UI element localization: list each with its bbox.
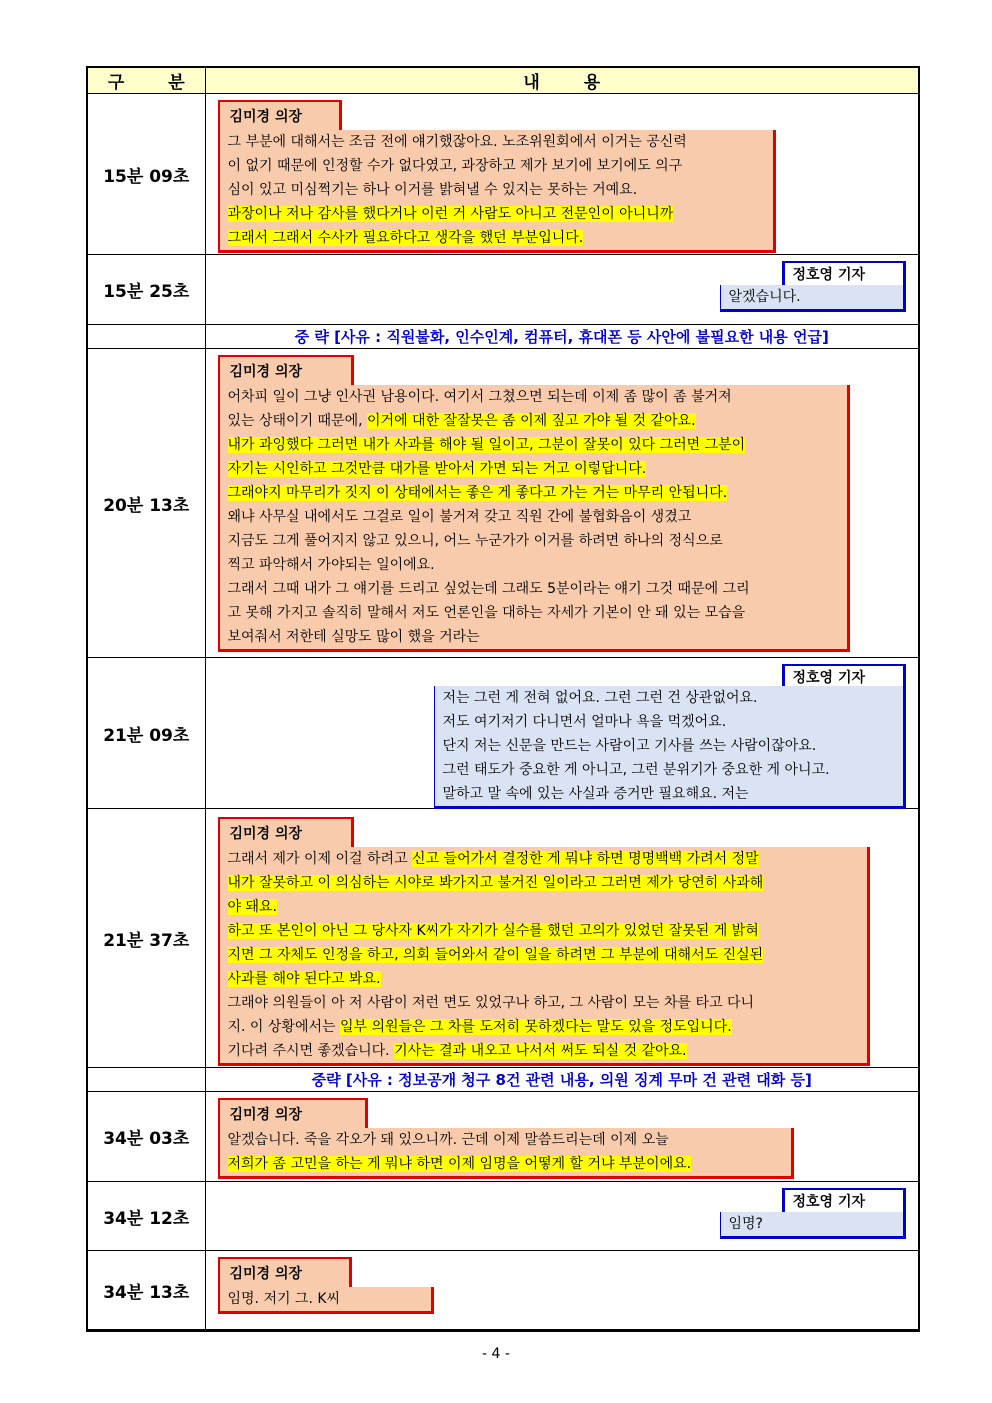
highlighted-text: 그래야지 마무리가 짓지 이 상태에서는 좋은 게 좋다고 가는 거는 마무리 안됩니다. xyxy=(227,485,728,501)
page-number: - 4 - xyxy=(482,1346,510,1362)
speech-line xyxy=(228,385,839,409)
content-cell xyxy=(205,1182,919,1251)
speaker-label-kim: 김미경 의장 xyxy=(218,1098,368,1128)
jung-speech xyxy=(720,1212,906,1239)
speech-line xyxy=(228,1128,783,1152)
speech-line xyxy=(228,178,765,202)
timestamp: 21분 37초 xyxy=(87,809,205,1068)
speech-line xyxy=(228,1152,783,1176)
speech-line xyxy=(228,409,839,433)
speech-text: 그래서 그때 내가 그 얘기를 드리고 싶었는데 그래도 5분이라는 얘기 그것 때문에 그리 xyxy=(227,581,750,597)
kim-speech xyxy=(218,385,850,652)
speech-line xyxy=(228,202,765,226)
speech-text: 그래야 의원들이 아 저 사람이 저런 면도 있었구나 하고, 그 사람이 모는 차를 타고 다니 xyxy=(227,995,755,1011)
speech-line xyxy=(228,967,859,991)
speech-line xyxy=(228,601,839,625)
speech-line xyxy=(228,130,765,154)
speech-line xyxy=(228,895,859,919)
speaker-label-jung: 정호영 기자 xyxy=(782,261,906,287)
table-row xyxy=(87,94,919,255)
speech-text: 그 부분에 대해서는 조금 전에 얘기했잖아요. 노조위원회에서 이거는 공신력 xyxy=(227,134,687,150)
highlighted-text: 일부 의원들은 그 차를 도저히 못하겠다는 말도 있을 정도입니다. xyxy=(339,1019,732,1035)
omission-row xyxy=(87,1068,919,1092)
speech-text: 찍고 파악해서 가야되는 일이에요. xyxy=(227,557,435,573)
highlighted-text: 내가 잘못하고 이 의심하는 시야로 봐가지고 불거진 일이라고 그러면 제가 당연히 사과해 xyxy=(227,875,764,891)
speech-text: 지금도 그게 풀어지지 않고 있으니, 어느 누군가가 이거를 하려면 하나의 정식으로 xyxy=(227,533,723,549)
table-row xyxy=(87,1251,919,1331)
omission-note: 중략 [사유 : 정보공개 청구 8건 관련 내용, 의원 징계 무마 건 관련 대화 등] xyxy=(205,1068,919,1092)
highlighted-text: 사과를 해야 된다고 봐요. xyxy=(227,971,381,987)
content-cell xyxy=(205,94,919,255)
speech-text: 고 못해 가지고 솔직히 말해서 저도 언론인을 대하는 자세가 기본이 안 돼 있는 모습을 xyxy=(227,605,746,621)
content-cell xyxy=(205,1092,919,1182)
timestamp: 20분 13초 xyxy=(87,349,205,658)
highlighted-text: 야 돼요. xyxy=(227,899,277,915)
highlighted-text: 자기는 시인하고 그것만큼 대가를 받아서 가면 되는 거고 이렇답니다. xyxy=(227,461,647,477)
highlighted-text: 내가 과잉했다 그러면 내가 사과를 해야 될 일이고, 그분이 잘못이 있다 그러면 그분이 xyxy=(227,437,746,453)
speaker-label-jung: 정호영 기자 xyxy=(782,1188,906,1214)
table-row xyxy=(87,1182,919,1251)
highlighted-text: 지면 그 자체도 인정을 하고, 의회 들어와서 같이 일을 하려면 그 부분에 대해서도 진실된 xyxy=(227,947,764,963)
highlighted-text: 기사는 결과 내오고 나서서 써도 되실 것 같아요. xyxy=(394,1043,687,1059)
speech-text: 왜냐 사무실 내에서도 그걸로 일이 불거져 갖고 직원 간에 불협화음이 생겼고 xyxy=(227,509,692,525)
speech-text: 알겠습니다. xyxy=(728,289,801,305)
speech-line xyxy=(228,871,859,895)
speaker-label-kim: 김미경 의장 xyxy=(218,1257,352,1287)
speech-line xyxy=(443,758,895,782)
speech-text: 알겠습니다. 죽을 각오가 돼 있으니까. 근데 이제 말씀드리는데 이제 오늘 xyxy=(227,1132,669,1148)
timestamp: 34분 13초 xyxy=(87,1251,205,1331)
speech-text: 보여줘서 저한테 실망도 많이 했을 거라는 xyxy=(227,629,480,645)
header-content: 내 용 xyxy=(205,67,919,94)
speech-text: 저는 그런 게 전혀 없어요. 그런 그런 건 상관없어요. xyxy=(442,690,758,706)
speech-line xyxy=(228,553,839,577)
table-row xyxy=(87,1092,919,1182)
speech-text: 있는 상태이기 때문에, xyxy=(227,413,368,429)
speech-text: 그런 태도가 중요한 게 아니고, 그런 분위기가 중요한 게 아니고. xyxy=(442,762,830,778)
omission-row xyxy=(87,325,919,349)
timestamp: 21분 09초 xyxy=(87,658,205,809)
speech-line xyxy=(228,1287,423,1311)
speech-line xyxy=(228,457,839,481)
speech-line xyxy=(729,285,895,309)
speech-text: 임명? xyxy=(728,1216,763,1232)
speech-text: 기다려 주시면 좋겠습니다. xyxy=(227,1043,395,1059)
speech-text: 어차피 일이 그냥 인사권 남용이다. 여기서 그쳤으면 되는데 이제 좀 많이 좀 불거져 xyxy=(227,389,732,405)
speech-line xyxy=(228,577,839,601)
speech-line xyxy=(228,919,859,943)
jung-speech xyxy=(720,285,906,312)
content-cell xyxy=(205,349,919,658)
content-cell xyxy=(205,1251,919,1331)
highlighted-text: 이거에 대한 잘잘못은 좀 이제 짚고 가야 될 것 같아요. xyxy=(367,413,696,429)
highlighted-text: 저희가 좀 고민을 하는 게 뭐냐 하면 이제 임명을 어떻게 할 거냐 부분이에요. xyxy=(227,1156,692,1172)
speech-text: 그래서 제가 이제 이걸 하려고 xyxy=(227,851,413,867)
highlighted-text: 하고 또 본인이 아닌 그 당사자 K씨가 자기가 실수를 했던 고의가 있었던 잘못된 게 밝혀 xyxy=(227,923,759,939)
kim-speech xyxy=(218,847,870,1066)
speech-line xyxy=(228,226,765,250)
content-cell xyxy=(205,658,919,809)
speech-line xyxy=(443,686,895,710)
speech-line xyxy=(228,1015,859,1039)
header-category: 구 분 xyxy=(87,67,205,94)
header-row xyxy=(87,67,919,94)
speech-line xyxy=(228,943,859,967)
timestamp: 34분 03초 xyxy=(87,1092,205,1182)
kim-speech xyxy=(218,1128,794,1179)
table-row xyxy=(87,255,919,325)
highlighted-text: 신고 들어가서 결정한 게 뭐냐 하면 명명백백 가려서 정말 xyxy=(412,851,759,867)
jung-speech xyxy=(434,686,906,809)
kim-speech xyxy=(218,130,776,253)
speech-text: 심이 있고 미심쩍기는 하나 이거를 밝혀낼 수 있지는 못하는 거예요. xyxy=(227,182,638,198)
speech-text: 저도 여기저기 다니면서 얼마나 욕을 먹겠어요. xyxy=(442,714,727,730)
speech-line xyxy=(443,734,895,758)
timestamp: 15분 25초 xyxy=(87,255,205,325)
speech-line xyxy=(228,505,839,529)
kim-speech xyxy=(218,1287,434,1314)
speaker-label-kim: 김미경 의장 xyxy=(218,355,354,385)
transcript-table xyxy=(86,66,920,1332)
table-row xyxy=(87,809,919,1068)
speech-line xyxy=(729,1212,895,1236)
speaker-label-kim: 김미경 의장 xyxy=(218,817,354,847)
speech-line xyxy=(228,481,839,505)
highlighted-text: 과장이나 저나 감사를 했다거나 이런 거 사람도 아니고 전문인이 아니니까 xyxy=(227,206,674,222)
timestamp: 34분 12초 xyxy=(87,1182,205,1251)
speech-line xyxy=(228,154,765,178)
speech-line xyxy=(443,782,895,806)
speech-line xyxy=(228,1039,859,1063)
speech-text: 임명. 저기 그. K씨 xyxy=(227,1291,341,1307)
table-row xyxy=(87,349,919,658)
speech-line xyxy=(228,847,859,871)
speaker-label-kim: 김미경 의장 xyxy=(218,100,342,130)
speech-text: 이 없기 때문에 인정할 수가 없다였고, 과장하고 제가 보기에 보기에도 의구 xyxy=(227,158,683,174)
speech-line xyxy=(228,625,839,649)
speech-text: 지. 이 상황에서는 xyxy=(227,1019,340,1035)
speech-text: 말하고 말 속에 있는 사실과 증거만 필요해요. 저는 xyxy=(442,786,749,802)
speech-line xyxy=(228,529,839,553)
omission-note: 중 략 [사유 : 직원불화, 인수인계, 컴퓨터, 휴대폰 등 사안에 불필요한 내용 언급] xyxy=(205,325,919,349)
highlighted-text: 그래서 그래서 수사가 필요하다고 생각을 했던 부분입니다. xyxy=(227,230,584,246)
content-cell xyxy=(205,255,919,325)
timestamp: 15분 09초 xyxy=(87,94,205,255)
table-row xyxy=(87,658,919,809)
speech-text: 단지 저는 신문을 만드는 사람이고 기사를 쓰는 사람이잖아요. xyxy=(442,738,817,754)
speaker-label-jung: 정호영 기자 xyxy=(782,664,906,690)
content-cell xyxy=(205,809,919,1068)
speech-line xyxy=(443,710,895,734)
speech-line xyxy=(228,991,859,1015)
speech-line xyxy=(228,433,839,457)
